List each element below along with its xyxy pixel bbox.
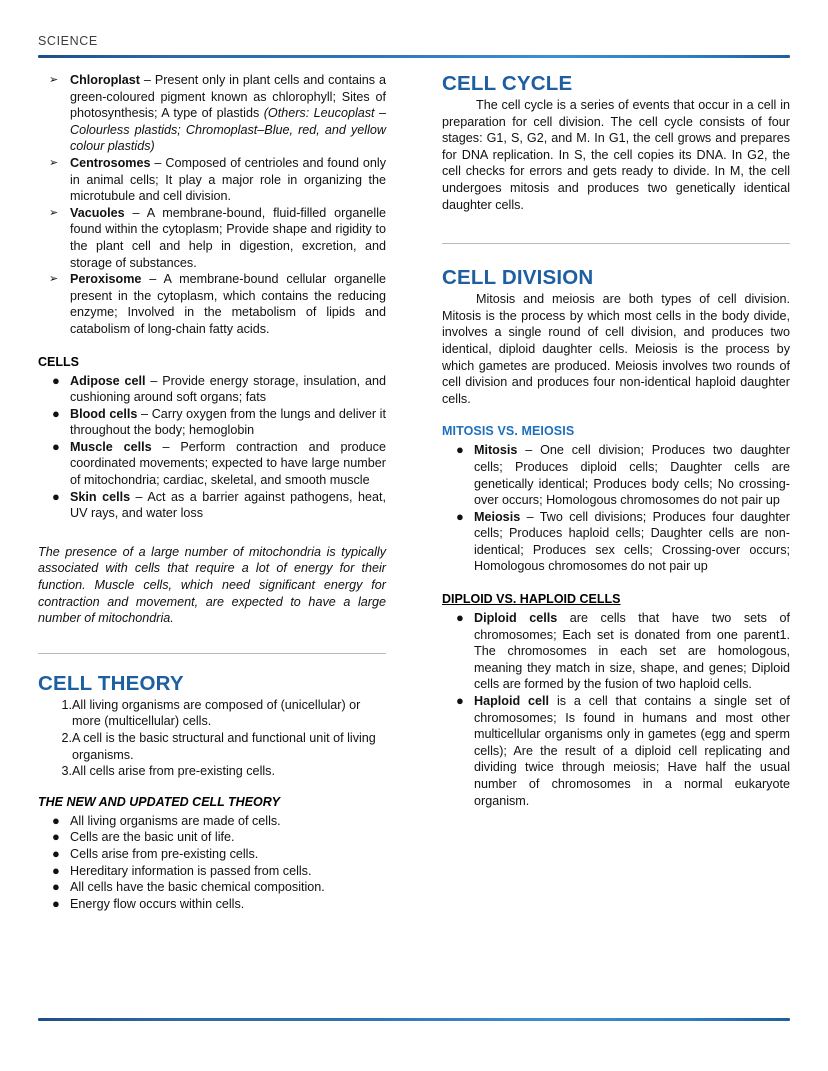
term-description: Provide energy storage, insulation, and cushioning around soft organs; fats xyxy=(70,373,386,405)
term-label: Peroxisome xyxy=(70,272,142,287)
list-text: A cell is the basic structural and functional unit of living organisms. xyxy=(72,731,376,762)
arrow-bullet-icon: ➢ xyxy=(49,74,59,86)
cell-division-text: Mitosis and meiosis are both types of cell division. Mitosis is the process by which most cells in the body divide, involves a single round of cell division, and produces two identical, diploid daughter cells. Meiosis is the process by which gametes are produced. Meiosis involves two rounds of cell division and produces four non-identical haploid daughter cells. xyxy=(442,292,790,406)
list-item xyxy=(38,763,386,780)
dash: – xyxy=(150,155,166,170)
list-item xyxy=(442,442,790,508)
section-heading-cell-cycle: CELL CYCLE xyxy=(442,72,573,95)
list-item xyxy=(38,896,386,913)
mitochondria-note: The presence of a large number of mitochondria is typically associated with cells that require a lot of energy for their function. Muscle cells, which need significant energy for contraction and movement, are expected to have a large number of mitochondria. xyxy=(38,544,386,626)
term-description: Perform contraction and produce coordinated movements; expected to have large number of mitochondria; cardiac, skeletal, and smooth muscle xyxy=(70,439,386,488)
cell-types-list xyxy=(38,373,386,522)
list-text: All living organisms are composed of (unicellular) or more (multicellular) cells. xyxy=(72,697,361,729)
list-text: All cells arise from pre-existing cells. xyxy=(72,764,275,779)
term-label: Meiosis xyxy=(474,509,521,524)
list-item xyxy=(38,406,386,439)
bullet-icon: ● xyxy=(52,405,60,421)
list-item xyxy=(442,610,790,693)
bullet-icon: ● xyxy=(52,879,60,895)
term-label: Adipose cell xyxy=(70,373,146,388)
section-heading-cell-theory: CELL THEORY xyxy=(38,671,184,695)
term-description: Act as a barrier against pathogens, heat, UV rays, and water loss xyxy=(70,489,386,521)
bullet-icon: ● xyxy=(52,829,60,845)
dash: – xyxy=(141,272,164,287)
list-text: All living organisms are made of cells. xyxy=(70,813,281,828)
header-title: SCIENCE xyxy=(38,34,98,48)
footer-rule xyxy=(38,1018,790,1021)
term-label: Blood cells xyxy=(70,406,138,421)
list-text: Energy flow occurs within cells. xyxy=(70,896,245,911)
term-description: Two cell divisions; Produces four daughter cells; Produces haploid cells; Daughter cells are non-identical; Produces sex cells; Crossing-over occurs; Homologous chromosomes do not pair up xyxy=(474,509,791,574)
page-header xyxy=(38,34,790,58)
dash xyxy=(549,694,557,708)
term-description: A membrane-bound cellular organelle present in the cytoplasm, which contains the reducing enzyme; Involved in the metabolism of lipids and catabolism of long-chain fatty acids. xyxy=(70,272,386,336)
list-item xyxy=(38,863,386,880)
bullet-icon: ● xyxy=(52,812,60,828)
arrow-bullet-icon: ➢ xyxy=(49,156,59,169)
term-label: Muscle cells xyxy=(70,439,152,454)
arrow-bullet-icon: ➢ xyxy=(49,273,59,286)
dash: – xyxy=(137,406,152,421)
dash: – xyxy=(520,509,540,524)
bullet-icon: ● xyxy=(456,610,464,626)
list-text: Cells arise from pre-existing cells. xyxy=(70,846,259,861)
list-item xyxy=(38,879,386,896)
list-item xyxy=(38,829,386,846)
subheading-mitosis-vs-meiosis: MITOSIS VS. MEIOSIS xyxy=(442,424,575,439)
term-label: Chloroplast xyxy=(70,73,140,87)
organelle-list xyxy=(38,72,386,338)
subheading-diploid-vs-haploid: DIPLOID VS. HAPLOID CELLS xyxy=(442,592,621,607)
arrow-bullet-icon: ➢ xyxy=(49,206,59,219)
term-description: A membrane-bound, fluid-filled organelle found within the cytoplasm; Provide shape and rigidity to the plant cell and help in digestion, excretion, and storage of substances. xyxy=(70,205,386,270)
dash: – xyxy=(139,73,155,87)
bullet-icon: ● xyxy=(52,862,60,878)
two-column-body xyxy=(0,72,828,912)
list-item xyxy=(38,697,386,730)
term-description-italic: (Others: Leucoplast –Colourless plastids; Chromoplast–Blue, red, and yellow colour plastids) xyxy=(70,106,386,154)
list-number: 2. xyxy=(61,731,72,745)
list-item xyxy=(442,693,790,809)
term-label: Centrosomes xyxy=(70,155,151,170)
bullet-icon: ● xyxy=(456,442,464,458)
dash: – xyxy=(130,489,148,504)
term-description: is a cell that contains a single set of chromosomes; Is found in humans and most other multicellular organisms only in gametes (egg and sperm cells); Are the result of a diploid cell replicating and dividing twice through meiosis; Have half the usual number of chromosomes in a normal eukaryote organism. xyxy=(474,694,790,808)
mitosis-meiosis-list xyxy=(442,442,790,575)
dash xyxy=(557,611,570,625)
list-number: 3. xyxy=(61,764,72,779)
list-text: All cells have the basic chemical composition. xyxy=(70,880,325,895)
list-item xyxy=(38,489,386,522)
section-heading-cell-division: CELL DIVISION xyxy=(442,266,594,290)
bullet-icon: ● xyxy=(52,845,60,861)
bullet-icon: ● xyxy=(52,438,60,454)
right-column xyxy=(414,72,828,912)
list-item xyxy=(38,813,386,830)
cell-cycle-paragraph xyxy=(442,97,790,213)
cell-division-paragraph xyxy=(442,291,790,407)
term-label: Mitosis xyxy=(474,443,518,458)
bullet-icon: ● xyxy=(52,895,60,911)
list-item xyxy=(38,730,386,763)
list-item xyxy=(38,155,386,205)
new-cell-theory-list xyxy=(38,813,386,913)
section-heading-new-cell-theory: THE NEW AND UPDATED CELL THEORY xyxy=(38,794,280,809)
list-item xyxy=(38,373,386,406)
list-number: 1. xyxy=(61,697,72,712)
list-item xyxy=(38,846,386,863)
term-label: Haploid cell xyxy=(474,694,550,709)
list-text: Hereditary information is passed from cells. xyxy=(70,863,312,878)
dash: – xyxy=(124,205,147,220)
bullet-icon: ● xyxy=(52,372,60,388)
bullet-icon: ● xyxy=(456,508,464,524)
list-text: Cells are the basic unit of life. xyxy=(70,830,235,845)
bullet-icon: ● xyxy=(52,488,60,504)
dash: – xyxy=(145,373,163,388)
diploid-haploid-list xyxy=(442,610,790,809)
list-item xyxy=(38,271,386,337)
term-label: Skin cells xyxy=(70,489,131,504)
bullet-icon: ● xyxy=(456,693,464,709)
cell-cycle-text: The cell cycle is a series of events that occur in a cell in preparation for cell division. The cell cycle consists of four stages: G1, S, G2, and M. In G1, the cell grows and prepares for DNA replication. In S, the cell copies its DNA. In G2, the cell checks for errors and gets ready to divide. In M, the cell undergoes mitosis and produces two genetically identical daughter cells. xyxy=(442,98,790,212)
dash: – xyxy=(517,443,541,458)
list-item xyxy=(442,509,790,575)
term-label: Vacuoles xyxy=(70,205,125,220)
list-item xyxy=(38,439,386,489)
term-description: One cell division; Produces two daughter cells; Produces diploid cells; Daughter cells are genetically identical; Produces body cells; No crossing-over occurs; Homologous chromosomes do not pair up xyxy=(474,443,790,508)
list-item xyxy=(38,72,386,155)
left-column xyxy=(0,72,414,912)
term-label: Diploid cells xyxy=(474,611,558,626)
term-description: Carry oxygen from the lungs and deliver it throughout the body; hemoglobin xyxy=(70,406,386,438)
dash: – xyxy=(151,439,181,454)
list-item xyxy=(38,205,386,271)
header-rule xyxy=(38,55,790,58)
term-description: Present only in plant cells and contains a green-coloured pigment known as chlorophyll; Sites of photosynthesis; A type of plastids xyxy=(70,73,386,121)
term-description: Composed of centrioles and found only in animal cells; It play a major role in organizing the microtubule and cell division. xyxy=(70,155,386,204)
cell-theory-list xyxy=(38,697,386,780)
section-heading-cells: CELLS xyxy=(38,354,79,369)
term-description: are cells that have two sets of chromosomes; Each set is donated from one parent1. The chromosomes in each set are homologous, meaning they match in size, shape, and genes; Diploid cells are formed by the fusion of two haploid cells. xyxy=(474,611,791,692)
